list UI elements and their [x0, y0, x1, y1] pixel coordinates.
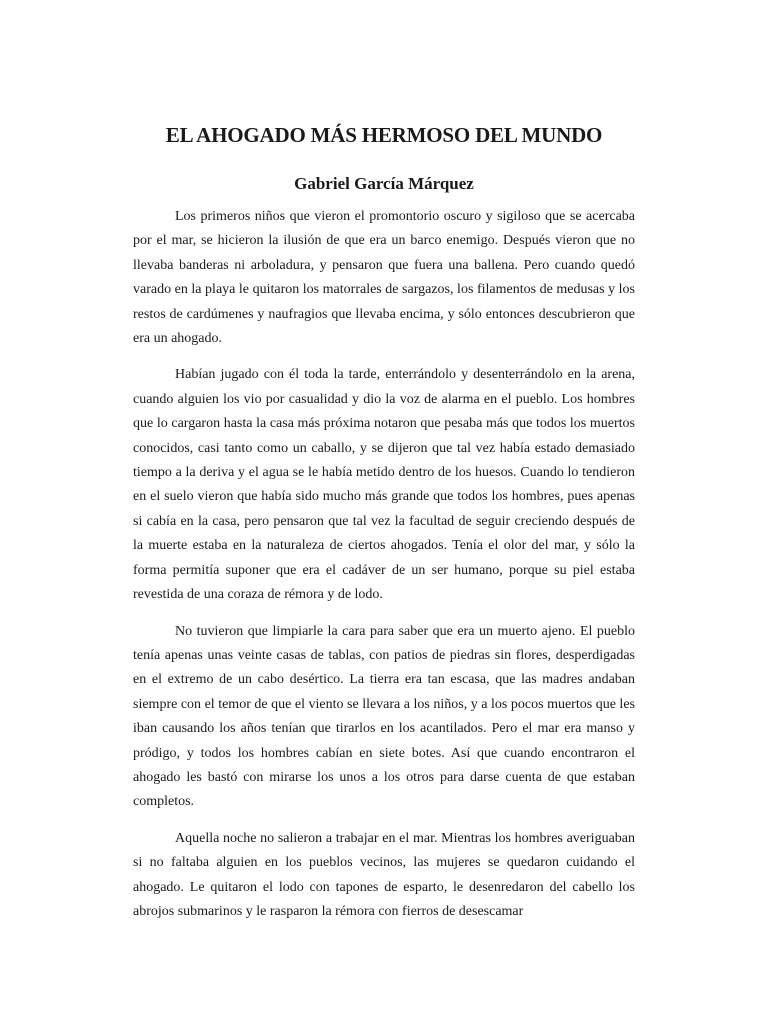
document-body — [133, 205, 635, 936]
paragraph-4: Aquella noche no salieron a trabajar en el mar. Mientras los hombres averiguaban si no faltaba alguien en los pueblos vecinos, las mujeres se quedaron cuidando el ahogado. Le quitaron el lodo con tapones de esparto, le desenredaron del cabello los abrojos submarinos y le rasparon la rémora con fierros de desescamar — [133, 830, 635, 919]
document-title: EL AHOGADO MÁS HERMOSO DEL MUNDO — [165, 123, 603, 147]
paragraph-3: No tuvieron que limpiarle la cara para saber que era un muerto ajeno. El pueblo tenía apenas unas veinte casas de tablas, con patios de piedras sin flores, desperdigadas en el extremo de un cabo desértico. La tierra era tan escasa, que las madres andaban siempre con el temor de que el viento se llevara a los niños, y a los pocos muertos que les iban causando los años tenían que tirarlos en los acantilados. Pero el mar era manso y pródigo, y todos los hombres cabían en siete botes. Así que cuando encontraron el ahogado les bastó con mirarse los unos a los otros para darse cuenta de que estaban completos. — [133, 623, 635, 810]
document-author: Gabriel García Márquez — [294, 174, 474, 193]
paragraph-1: Los primeros niños que vieron el promontorio oscuro y sigiloso que se acercaba por el mar, se hicieron la ilusión de que era un barco enemigo. Después vieron que no llevaba banderas ni arboladura, y pensaron que fuera una ballena. Pero cuando quedó varado en la playa le quitaron los matorrales de sargazos, los filamentos de medusas y los restos de cardúmenes y naufragios que llevaba encima, y sólo entonces descubrieron que era un ahogado. — [133, 209, 635, 347]
paragraph-2: Habían jugado con él toda la tarde, enterrándolo y desenterrándolo en la arena, cuando alguien los vio por casualidad y dio la voz de alarma en el pueblo. Los hombres que lo cargaron hasta la casa más próxima notaron que pesaba más que todos los muertos conocidos, casi tanto como un caballo, y se dijeron que tal vez había estado demasiado tiempo a la deriva y el agua se le había metido dentro de los huesos. Cuando lo tendieron en el suelo vieron que había sido mucho más grande que todos los hombres, pues apenas si cabía en la casa, pero pensaron que tal vez la facultad de seguir creciendo después de la muerte estaba en la naturaleza de ciertos ahogados. Tenía el olor del mar, y sólo la forma permitía suponer que era el cadáver de un ser humano, porque su piel estaba revestida de una coraza de rémora y de lodo. — [133, 367, 635, 603]
